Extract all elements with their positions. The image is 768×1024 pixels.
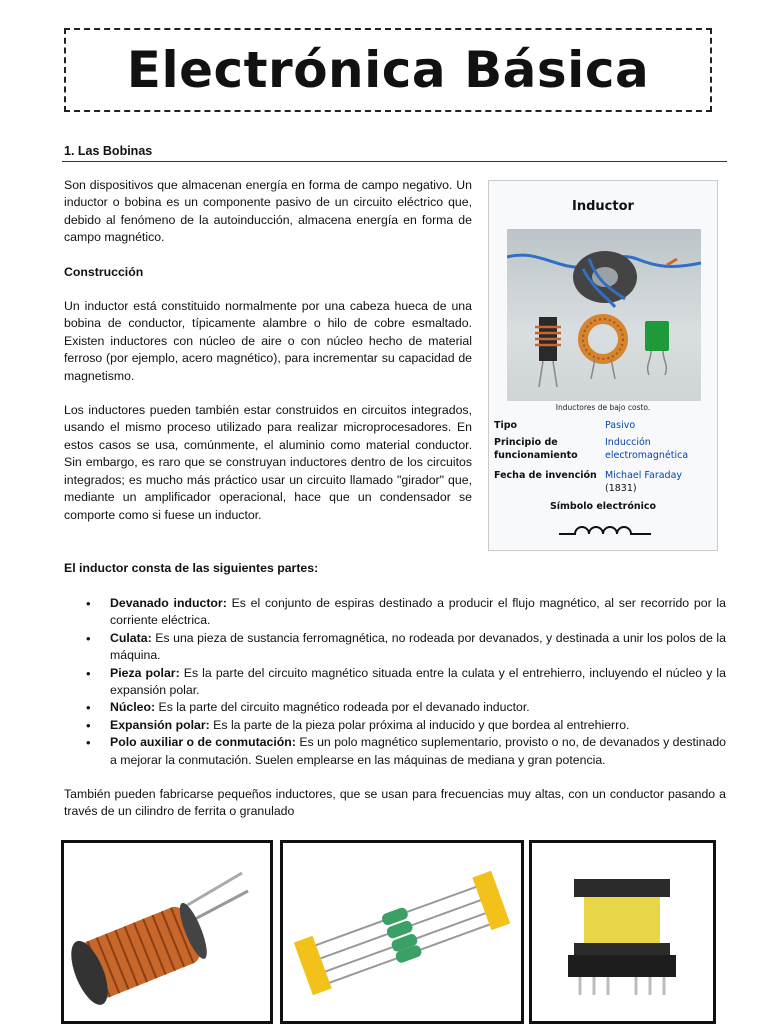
infobox-title: Inductor [572,199,634,214]
page-title: Electrónica Básica [126,41,650,99]
part-description: Es una pieza de sustancia ferromagnética, no rodeada por devanados, y destinada a unir los polos de la máquina. [110,630,726,663]
part-term: Culata: [110,630,152,645]
infobox-link-induccion[interactable]: Inducción electromagnética [605,437,689,461]
intro-paragraph-3: Los inductores pueden también estar construidos en circuitos integrados, usando el mismo proceso utilizado para realizar microprocesadores. En estos casos se usa, comúnmente, el aluminio como material conductor. Sin embargo, es raro que se construyan inductores dentro de los circuitos integrados; es mucho más práctico usar un circuito llamado "girador" que, mediante un amplificador operacional, hace que un condensador se comporte como si fuese un inductor. [64,403,472,522]
section-divider [62,161,727,162]
photo-axial-inductors [280,840,524,1024]
list-item [64,595,726,630]
intro-column [64,177,472,541]
part-term: Expansión polar: [110,717,210,732]
list-item [64,665,726,700]
photo-ferrite-transformer [529,840,716,1024]
infobox-link-pasivo[interactable]: Pasivo [605,420,636,431]
closing-paragraph: También pueden fabricarse pequeños inductores, que se usan para frecuencias muy altas, con un conductor pasando a través de un cilindro de ferrita o granulado [64,787,726,819]
infobox-symbol-label: Símbolo electrónico [549,501,657,512]
inductor-infobox [488,180,718,551]
title-box [64,28,712,112]
part-term: Polo auxiliar o de conmutación: [110,735,296,750]
infobox-key: Tipo [494,420,518,431]
part-description: Es el conjunto de espiras destinado a producir el flujo magnético, al ser recorrido por la corriente eléctrica. [110,596,726,628]
list-item [64,734,726,769]
list-item [64,699,726,716]
list-item [64,717,726,734]
infobox-key: Principio de funcionamiento [494,437,578,461]
parts-list [64,595,726,769]
part-term: Devanado inductor: [110,596,227,610]
part-term: Núcleo: [110,700,156,715]
photo-copper-coil [61,840,273,1024]
intro-paragraph-1: Son dispositivos que almacenan energía en forma de campo negativo. Un inductor o bobina es un componente pasivo de un circuito eléctrico que, debido al fenómeno de la autoinducción, almacena energía en forma de campo magnético. [64,178,472,245]
list-item [64,630,726,665]
intro-paragraph-2: Un inductor está constituido normalmente por una cabeza hueca de una bobina de conductor, típicamente alambre o hilo de cobre esmaltado. Existen inductores con núcleo de aire o con núcleo hecho de material ferroso (por ejemplo, acero magnético), para incrementar su capacidad de magnetismo. [64,299,472,383]
inductor-symbol-icon [559,521,651,541]
construction-heading: Construcción [64,264,144,279]
part-description: Es un polo magnético suplementario, provisto o no, de devanados y destinado a mejorar la conmutación. Suelen emplearse en las máquinas de mediana y gran potencia. [110,735,726,767]
part-term: Pieza polar: [110,665,180,680]
infobox-caption: Inductores de bajo costo. [555,403,651,412]
parts-heading: El inductor consta de las siguientes partes: [64,561,319,575]
part-description: Es la parte del circuito magnético rodeada por el devanado inductor. [155,700,530,715]
section-heading: 1. Las Bobinas [64,144,153,158]
infobox-link-faraday[interactable]: Michael Faraday [605,470,683,481]
inductors-photo [507,229,701,401]
part-description: Es la parte de la pieza polar próxima al inducido y que bordea al entrehierro. [209,717,630,732]
part-description: Es la parte del circuito magnético situada entre la culata y el entrehierro, incluyendo el núcleo y la expansión polar. [110,665,727,698]
infobox-year: (1831) [605,483,637,494]
infobox-value [605,469,710,495]
infobox-key: Fecha de invención [494,470,597,481]
